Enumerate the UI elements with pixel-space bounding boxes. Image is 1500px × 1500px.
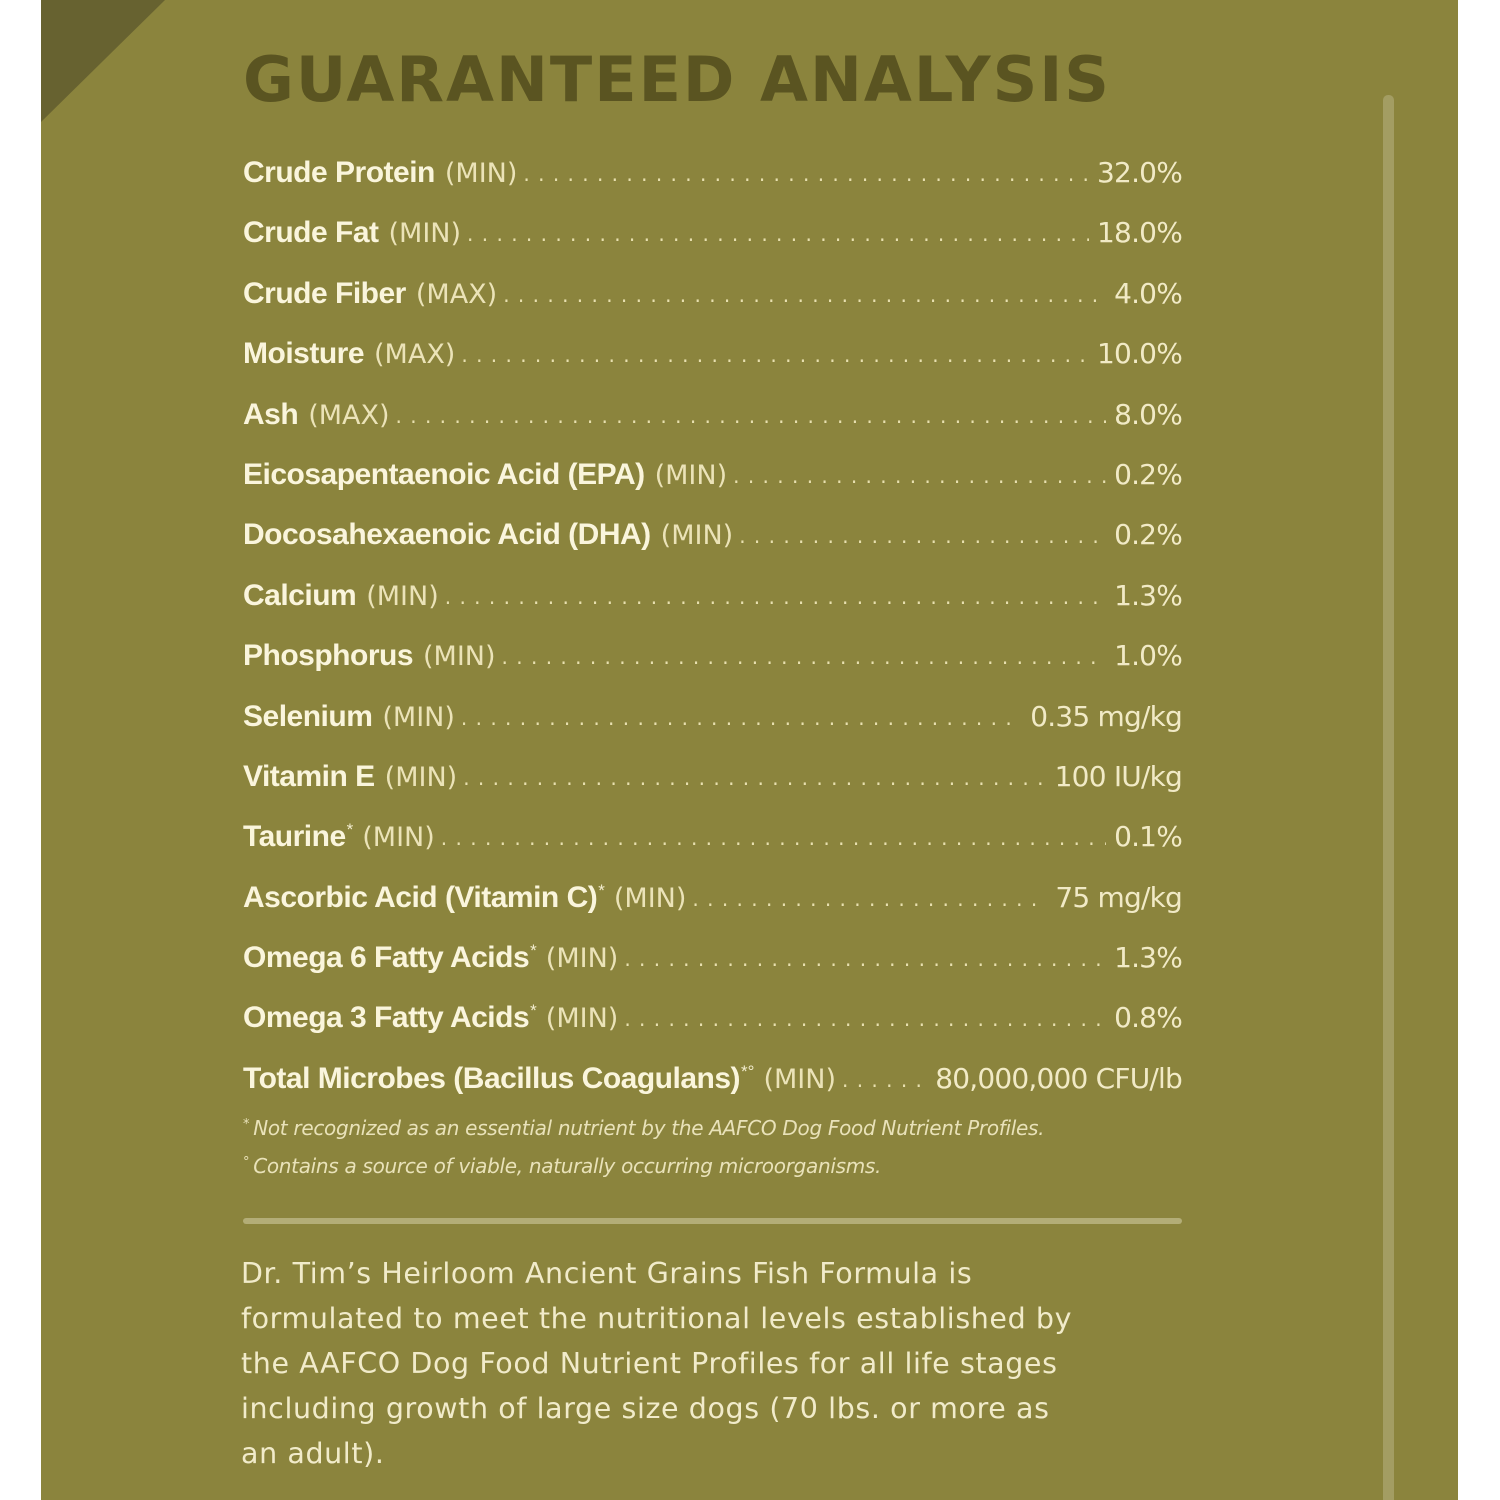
analysis-row-selenium xyxy=(243,696,1182,756)
nutrient-name: Omega 3 Fatty Acids xyxy=(243,1001,530,1035)
nutrient-qualifier: (MIN) xyxy=(545,943,619,975)
dot-leader xyxy=(692,878,1047,920)
nutrient-qualifier: (MIN) xyxy=(763,1063,836,1095)
nutrient-qualifier: (MIN) xyxy=(388,218,462,250)
nutrient-value: 100 IU/kg xyxy=(1054,759,1182,793)
nutrient-name: Moisture xyxy=(243,337,365,371)
footnote-symbol: * xyxy=(243,1117,250,1132)
nutrient-name: Phosphorus xyxy=(243,639,414,673)
statement-line: an adult). xyxy=(241,1437,385,1470)
corner-accent xyxy=(41,0,165,122)
nutrient-name: Selenium xyxy=(243,699,373,733)
analysis-row-moisture xyxy=(243,333,1182,393)
nutrient-name: Crude Protein xyxy=(243,156,435,189)
nutrient-qualifier: (MIN) xyxy=(444,158,518,189)
nutrient-value: 75 mg/kg xyxy=(1055,880,1182,914)
analysis-row-epa xyxy=(243,454,1182,514)
footnote-mark: * xyxy=(346,820,354,840)
guaranteed-analysis-panel xyxy=(41,0,1458,1500)
side-accent-bar xyxy=(1383,95,1394,1500)
nutrient-qualifier: (MAX) xyxy=(308,399,390,431)
dot-leader xyxy=(461,697,1022,739)
nutrient-name: Calcium xyxy=(243,578,357,612)
nutrient-value: 0.35 mg/kg xyxy=(1030,699,1182,733)
nutrient-name: Taurine xyxy=(243,820,346,854)
dot-leader xyxy=(441,817,1106,859)
nutrient-value: 8.0% xyxy=(1114,397,1182,431)
nutrient-name: Eicosapentaenoic Acid (EPA) xyxy=(243,457,645,491)
nutrient-qualifier: (MIN) xyxy=(382,701,455,733)
dot-leader xyxy=(523,153,1089,195)
footnote-mark: *° xyxy=(741,1061,755,1081)
analysis-row-ash xyxy=(243,394,1182,454)
nutrient-value: 0.2% xyxy=(1114,457,1182,491)
dot-leader xyxy=(624,998,1106,1040)
nutrient-qualifier: (MIN) xyxy=(660,520,734,552)
nutrient-qualifier: (MAX) xyxy=(374,339,456,371)
nutrient-value: 4.0% xyxy=(1114,276,1182,310)
statement-line: including growth of large size dogs (70 lbs. or more as xyxy=(241,1392,1050,1425)
footnote-symbol: ° xyxy=(243,1155,250,1170)
dot-leader xyxy=(502,636,1107,678)
nutrient-qualifier: (MIN) xyxy=(384,761,458,793)
statement-line: the AAFCO Dog Food Nutrient Profiles for all life stages xyxy=(241,1347,1058,1380)
nutrient-name: Ash xyxy=(243,397,299,431)
footnote-mark: * xyxy=(530,941,537,961)
dot-leader xyxy=(461,334,1089,376)
dot-leader xyxy=(733,455,1106,497)
dot-leader xyxy=(463,757,1046,799)
analysis-row-vitamin-e xyxy=(243,756,1182,816)
nutrient-value: 10.0% xyxy=(1097,337,1182,371)
dot-leader xyxy=(842,1059,927,1101)
analysis-row-omega-6 xyxy=(243,937,1182,997)
dot-leader xyxy=(467,213,1089,255)
nutrient-value: 80,000,000 CFU/lb xyxy=(935,1061,1182,1095)
footnote-not-essential xyxy=(243,1111,1203,1149)
section-divider xyxy=(243,1218,1182,1224)
dot-leader xyxy=(503,274,1106,316)
statement-line: Dr. Tim’s Heirloom Ancient Grains Fish Formula is xyxy=(241,1257,973,1290)
nutrient-value: 1.0% xyxy=(1114,639,1182,673)
analysis-row-calcium xyxy=(243,575,1182,635)
nutrient-value: 0.2% xyxy=(1114,518,1182,552)
analysis-row-crude-fat xyxy=(243,212,1182,272)
nutrient-name: Crude Fiber xyxy=(243,276,406,310)
nutrient-qualifier: (MIN) xyxy=(423,641,496,673)
nutrient-name: Ascorbic Acid (Vitamin C) xyxy=(243,880,598,914)
analysis-row-dha xyxy=(243,514,1182,574)
dot-leader xyxy=(445,576,1106,618)
analysis-row-total-microbes xyxy=(243,1058,1182,1118)
footnote-text: Not recognized as an essential nutrient by the AAFCO Dog Food Nutrient Profiles. xyxy=(253,1116,1045,1140)
nutrient-name: Crude Fat xyxy=(243,216,379,250)
nutrient-name: Vitamin E xyxy=(243,759,375,793)
nutrient-qualifier: (MIN) xyxy=(613,882,687,914)
analysis-row-crude-fiber xyxy=(243,273,1182,333)
analysis-row-crude-protein xyxy=(243,152,1182,212)
nutrient-value: 1.3% xyxy=(1114,578,1182,612)
dot-leader xyxy=(624,938,1106,980)
nutrient-name: Omega 6 Fatty Acids xyxy=(243,941,530,975)
nutrient-value: 32.0% xyxy=(1097,156,1182,189)
footnote-mark: * xyxy=(530,1001,537,1021)
nutrient-qualifier: (MIN) xyxy=(654,459,728,491)
statement-line: formulated to meet the nutritional levels established by xyxy=(241,1302,1073,1335)
nutrient-name: Total Microbes (Bacillus Coagulans) xyxy=(243,1061,741,1095)
dot-leader xyxy=(739,515,1106,557)
nutrient-qualifier: (MAX) xyxy=(415,278,498,310)
footnote-viable-microorganisms xyxy=(243,1149,1203,1187)
analysis-row-omega-3 xyxy=(243,997,1182,1057)
nutrient-value: 0.1% xyxy=(1114,820,1182,854)
analysis-row-taurine xyxy=(243,816,1182,876)
nutrient-value: 1.3% xyxy=(1114,941,1182,975)
dot-leader xyxy=(396,395,1107,437)
page-title: GUARANTEED ANALYSIS xyxy=(243,43,1111,116)
footnote-text: Contains a source of viable, naturally occurring microorganisms. xyxy=(253,1154,882,1178)
footnotes xyxy=(243,1111,1203,1187)
analysis-row-phosphorus xyxy=(243,635,1182,695)
nutrient-value: 0.8% xyxy=(1114,1001,1182,1035)
nutrient-value: 18.0% xyxy=(1097,216,1182,250)
footnote-mark: * xyxy=(598,880,605,900)
analysis-table xyxy=(243,152,1182,1118)
aafco-statement xyxy=(241,1251,1201,1476)
nutrient-qualifier: (MIN) xyxy=(366,580,439,612)
nutrient-name: Docosahexaenoic Acid (DHA) xyxy=(243,518,651,552)
nutrient-qualifier: (MIN) xyxy=(545,1003,619,1035)
analysis-row-ascorbic-acid xyxy=(243,877,1182,937)
nutrient-qualifier: (MIN) xyxy=(362,822,435,854)
